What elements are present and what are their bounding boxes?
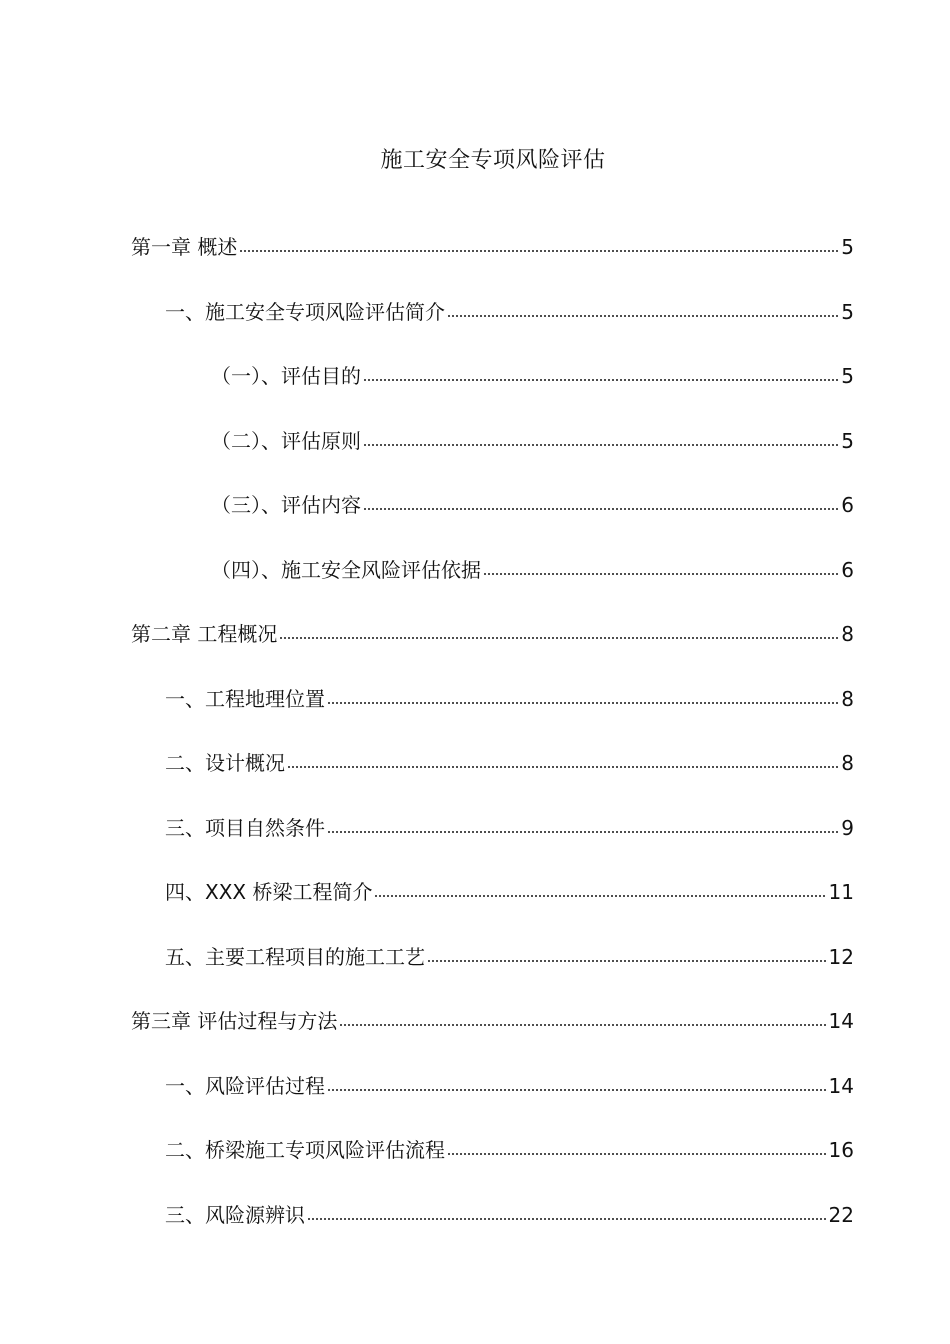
toc-entry-page: 11: [828, 880, 854, 904]
toc-entry[interactable]: [165, 748, 854, 778]
toc-entry[interactable]: [211, 490, 854, 520]
toc-entry-label: 第一章 概述: [131, 235, 238, 259]
toc-entry[interactable]: [165, 297, 854, 327]
toc-entry[interactable]: [165, 1071, 854, 1101]
toc-entry[interactable]: [211, 361, 854, 391]
toc-entry[interactable]: [165, 877, 854, 907]
toc-entry-label: 第三章 评估过程与方法: [131, 1009, 338, 1033]
toc-entry-label: 二、桥梁施工专项风险评估流程: [165, 1138, 445, 1162]
toc-entry-label: （一）、评估目的: [211, 364, 361, 388]
toc-entry-page: 8: [841, 751, 854, 775]
toc-dot-leader: [287, 763, 839, 771]
toc-dot-leader: [307, 1215, 827, 1223]
toc-dot-leader: [339, 1021, 826, 1029]
toc-dot-leader: [427, 957, 827, 965]
toc-entry-page: 22: [828, 1203, 854, 1227]
toc-entry[interactable]: [165, 1135, 854, 1165]
toc-dot-leader: [327, 1086, 827, 1094]
toc-entry-page: 5: [841, 300, 854, 324]
toc-entry-page: 5: [841, 235, 854, 259]
toc-entry[interactable]: [131, 1006, 854, 1036]
toc-entry-label: （三）、评估内容: [211, 493, 361, 517]
toc-entry-page: 14: [828, 1009, 854, 1033]
toc-entry[interactable]: [131, 619, 854, 649]
toc-dot-leader: [327, 828, 839, 836]
toc-entry-page: 16: [828, 1138, 854, 1162]
toc-entry[interactable]: [165, 942, 854, 972]
toc-dot-leader: [363, 505, 839, 513]
toc-entry-page: 9: [841, 816, 854, 840]
toc-dot-leader: [327, 699, 839, 707]
toc-entry[interactable]: [165, 813, 854, 843]
toc-entry[interactable]: [211, 426, 854, 456]
toc-entry-label: 三、风险源辨识: [165, 1203, 305, 1227]
toc-entry-label: （二）、评估原则: [211, 429, 361, 453]
toc-entry[interactable]: [131, 232, 854, 262]
document-title: 施工安全专项风险评估: [380, 148, 606, 173]
toc-entry-page: 6: [841, 558, 854, 582]
toc-dot-leader: [239, 247, 839, 255]
toc-entry-page: 8: [841, 622, 854, 646]
toc-entry-page: 5: [841, 429, 854, 453]
toc-entry-label: 第二章 工程概况: [131, 622, 278, 646]
toc-dot-leader: [447, 312, 839, 320]
toc-entry[interactable]: [165, 684, 854, 714]
toc-entry-page: 5: [841, 364, 854, 388]
toc-dot-leader: [363, 441, 839, 449]
toc-entry-label: （四）、施工安全风险评估依据: [211, 558, 481, 582]
toc-entry-label: 一、工程地理位置: [165, 687, 325, 711]
toc-dot-leader: [483, 570, 839, 578]
toc-entry-page: 14: [828, 1074, 854, 1098]
toc-entry[interactable]: [165, 1200, 854, 1230]
toc-entry-page: 8: [841, 687, 854, 711]
toc-entry-label: 一、施工安全专项风险评估简介: [165, 300, 445, 324]
toc-entry-page: 12: [828, 945, 854, 969]
toc-entry-page: 6: [841, 493, 854, 517]
toc-dot-leader: [374, 892, 826, 900]
toc-entry-label: 二、设计概况: [165, 751, 285, 775]
toc-entry-label: 一、风险评估过程: [165, 1074, 325, 1098]
toc-dot-leader: [447, 1150, 827, 1158]
toc-dot-leader: [279, 634, 839, 642]
toc-dot-leader: [363, 376, 839, 384]
toc-entry[interactable]: [211, 555, 854, 585]
toc-entry-label: 三、项目自然条件: [165, 816, 325, 840]
toc-entry-label: 四、XXX 桥梁工程简介: [165, 880, 373, 904]
toc-entry-label: 五、主要工程项目的施工工艺: [165, 945, 425, 969]
